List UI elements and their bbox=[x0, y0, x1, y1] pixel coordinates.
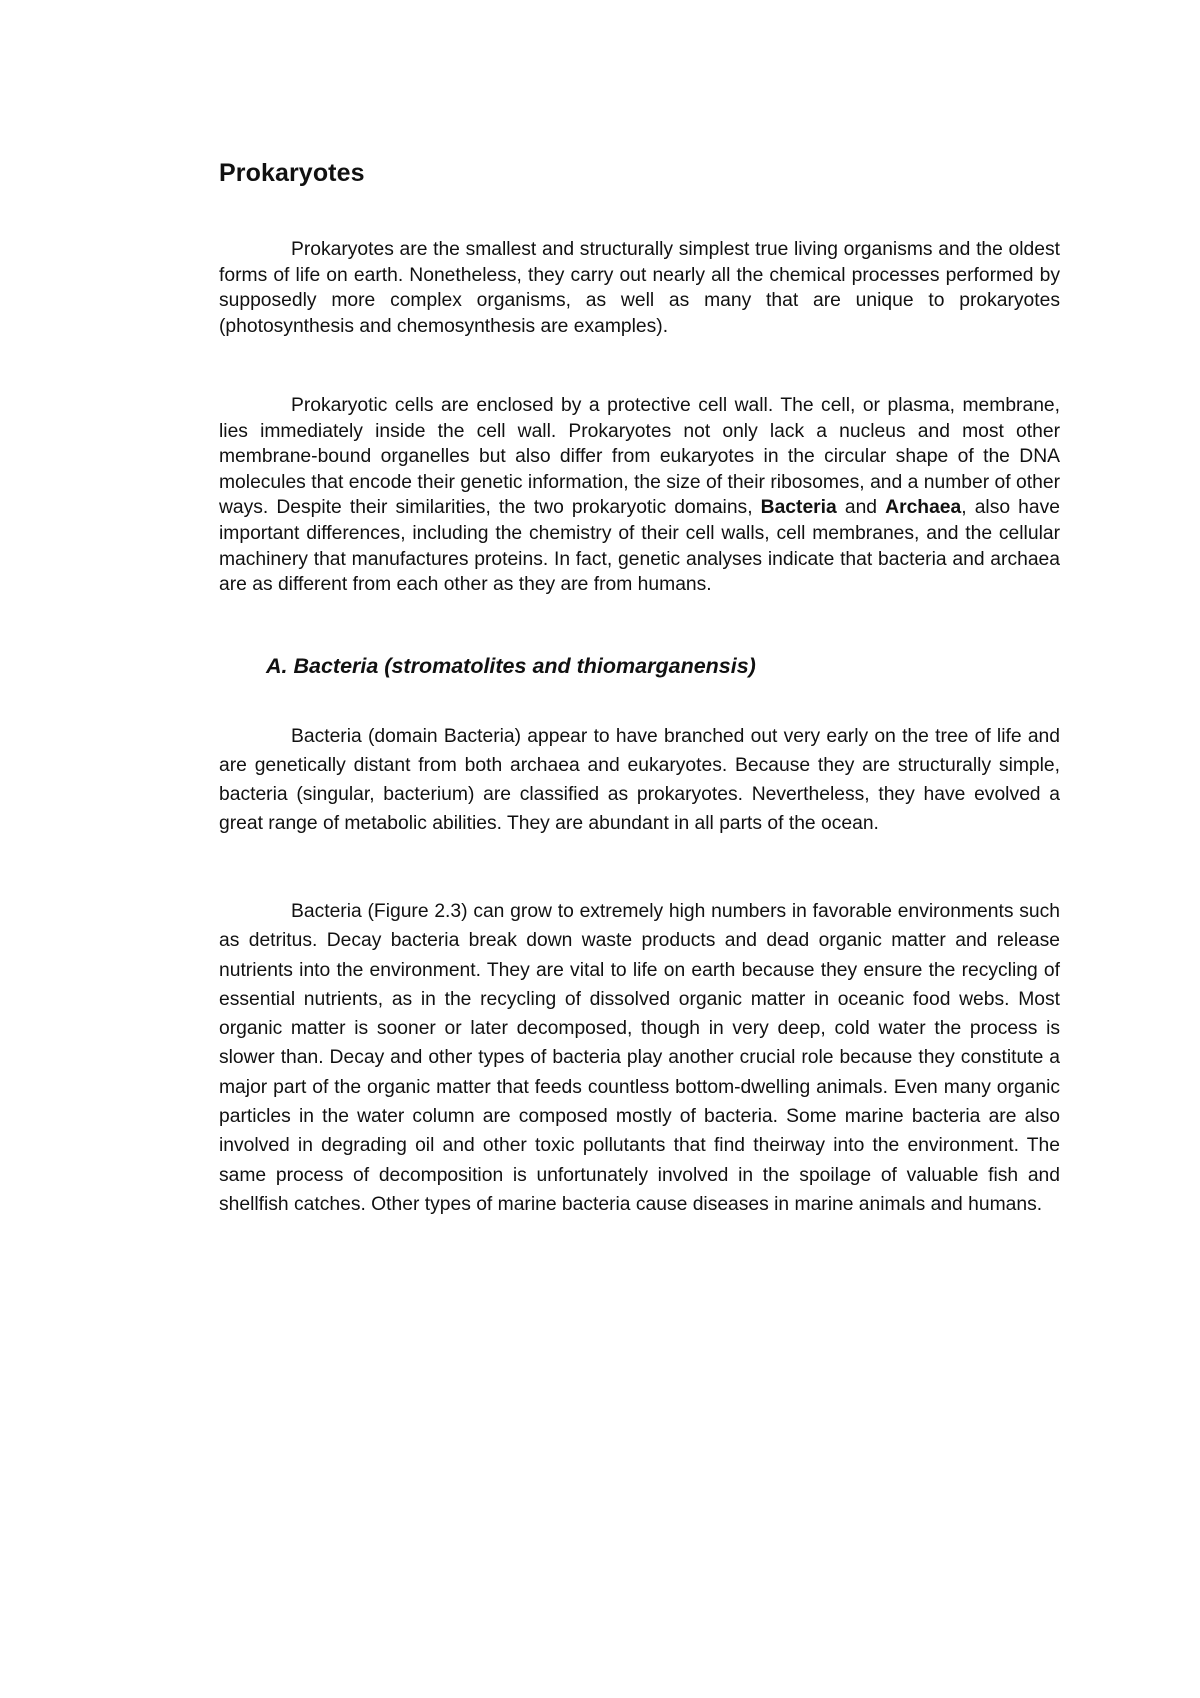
section-heading-bacteria: A. Bacteria (stromatolites and thiomarganensis) bbox=[266, 654, 756, 678]
cell-structure-paragraph bbox=[219, 393, 1060, 598]
bacteria-term: Bacteria bbox=[760, 497, 837, 519]
page-title: Prokaryotes bbox=[219, 159, 365, 187]
paragraph-text-middle: and bbox=[836, 497, 886, 519]
paragraph-text-after: , also have important differences, including the chemistry of their cell walls, cell membranes, and the cellular machinery that manufactures proteins. In fact, genetic analyses indicate that bacteria and archaea are as different from each other as they are from humans. bbox=[219, 497, 1060, 596]
bacteria-overview-paragraph: Bacteria (domain Bacteria) appear to have branched out very early on the tree of life and are genetically distant from both archaea and eukaryotes. Because they are structurally simple, bacteria (singular, bacterium) are classified as prokaryotes. Nevertheless, they have evolved a great range of metabolic abilities. They are abundant in all parts of the ocean. bbox=[219, 726, 1060, 834]
bacteria-role-paragraph: Bacteria (Figure 2.3) can grow to extremely high numbers in favorable environments such as detritus. Decay bacteria break down waste products and dead organic matter and release nutrients into the environment. They are vital to life on earth because they ensure the recycling of essential nutrients, as in the recycling of dissolved organic matter in oceanic food webs. Most organic matter is sooner or later decomposed, though in very deep, cold water the process is slower than. Decay and other types of bacteria play another crucial role because they constitute a major part of the organic matter that feeds countless bottom-dwelling animals. Even many organic particles in the water column are composed mostly of bacteria. Some marine bacteria are also involved in degrading oil and other toxic pollutants that find theirway into the environment. The same process of decomposition is unfortunately involved in the spoilage of valuable fish and shellfish catches. Other types of marine bacteria cause diseases in marine animals and humans. bbox=[219, 901, 1060, 1215]
intro-paragraph: Prokaryotes are the smallest and structurally simplest true living organisms and the oldest forms of life on earth. Nonetheless, they carry out nearly all the chemical processes performed by supposedly more complex organisms, as well as many that are unique to prokaryotes (photosynthesis and chemosynthesis are examples). bbox=[219, 239, 1060, 337]
archaea-term: Archaea bbox=[885, 497, 962, 519]
paragraph-text-before: Prokaryotic cells are enclosed by a protective cell wall. The cell, or plasma, membrane, lies immediately inside the cell wall. Prokaryotes not only lack a nucleus and most other membrane-bound organelles but also differ from eukaryotes in the circular shape of the DNA molecules that encode their genetic information, the size of their ribosomes, and a number of other ways. Despite their similarities, the two prokaryotic domains, bbox=[219, 395, 1060, 519]
